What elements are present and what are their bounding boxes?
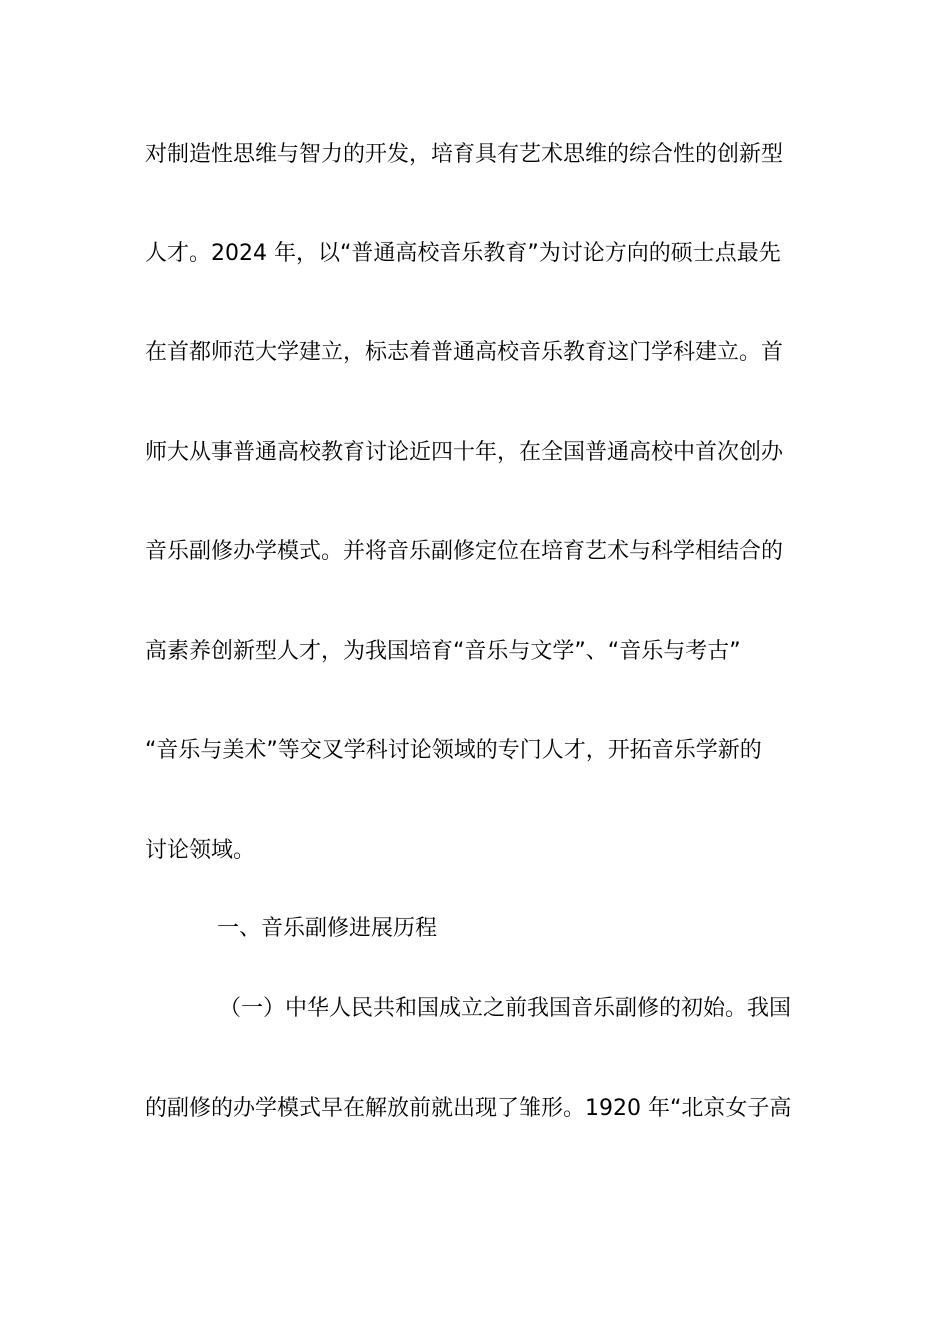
section-heading: 一、音乐副修进展历程 bbox=[217, 916, 438, 941]
paragraph-line: 讨论领域。 bbox=[145, 838, 256, 863]
paragraph-line: 人才。2024 年，以“普通高校音乐教育”为讨论方向的硕士点最先 bbox=[145, 241, 781, 266]
subsection-line: 的副修的办学模式早在解放前就出现了雏形。1920 年“北京女子高 bbox=[145, 1096, 792, 1121]
paragraph-line: 对制造性思维与智力的开发，培育具有艺术思维的综合性的创新型 bbox=[145, 142, 784, 167]
paragraph-line: 在首都师范大学建立，标志着普通高校音乐教育这门学科建立。首 bbox=[145, 340, 784, 365]
paragraph-line: “音乐与美术”等交叉学科讨论领域的专门人才，开拓音乐学新的 bbox=[145, 738, 762, 763]
paragraph-line: 高素养创新型人才，为我国培育“音乐与文学”、“音乐与考古” bbox=[145, 639, 741, 664]
subsection-line: （一）中华人民共和国成立之前我国音乐副修的初始。我国 bbox=[219, 996, 792, 1021]
paragraph-line: 师大从事普通高校教育讨论近四十年，在全国普通高校中首次创办 bbox=[145, 440, 784, 465]
paragraph-line: 音乐副修办学模式。并将音乐副修定位在培育艺术与科学相结合的 bbox=[145, 539, 784, 564]
